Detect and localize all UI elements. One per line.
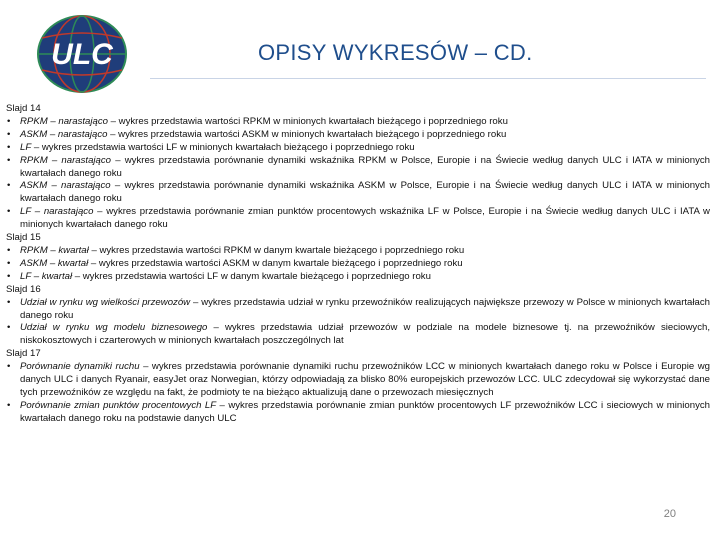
slide-heading: Slajd 15 xyxy=(6,232,41,244)
chart-description: – wykres przedstawia wartości LF w minionych kwartałach bieżącego i poprzedniego roku xyxy=(31,141,415,153)
chart-term: Porównanie zmian punktów procentowych LF xyxy=(20,399,217,411)
chart-description: – wykres przedstawia wartości LF w danym kwartale bieżącego i poprzedniego roku xyxy=(72,270,431,282)
chart-term: ASKM – narastająco xyxy=(20,128,108,140)
chart-term: ASKM – narastająco xyxy=(20,180,111,192)
bullet-icon: • xyxy=(7,361,11,373)
bullet-icon: • xyxy=(7,244,11,256)
slide-descriptions xyxy=(6,103,710,426)
description-item xyxy=(6,129,710,142)
description-item xyxy=(6,258,710,271)
chart-term: Porównanie dynamiki ruchu xyxy=(20,361,140,373)
description-item xyxy=(6,116,710,129)
title-divider xyxy=(150,78,706,79)
bullet-icon: • xyxy=(7,128,11,140)
chart-term: RPKM – kwartał xyxy=(20,244,89,256)
chart-description: – wykres przedstawia wartości RPKM w minionych kwartałach bieżącego i poprzedniego roku xyxy=(107,115,508,127)
chart-description: – wykres przedstawia porównanie zmian punktów procentowych wskaźnika LF w Polsce, Europie i na Świecie według danych ULC i IATA w minionych kwartałach danego roku xyxy=(20,206,710,231)
chart-description: – wykres przedstawia porównanie dynamiki ruchu przewoźników LCC w minionych kwartałach danego roku w Polsce i Europie wg danych ULC i danych Ryanair, easyJet oraz Norwegian, którzy odpowiadają za blisko 80% europejskich przewozów LCC. ULC zdecydował się wykorzystać dane tych przewoźników ze względu na fakt, że podmioty te na bieżąco aktualizują dane o przewozach miesięcznych xyxy=(20,361,710,398)
chart-term: Udział w rynku wg wielkości przewozów xyxy=(20,296,191,308)
description-item xyxy=(6,297,710,323)
page-title: OPISY WYKRESÓW – CD. xyxy=(258,40,533,65)
chart-description: – wykres przedstawia porównanie dynamiki wskaźnika RPKM w Polsce, Europie i na Świecie według danych ULC i IATA w minionych kwartałach danego roku xyxy=(20,154,710,179)
bullet-icon: • xyxy=(7,180,11,192)
description-item xyxy=(6,245,710,258)
chart-description: – wykres przedstawia udział przewozów w podziale na modele biznesowe tj. na przewoźników sieciowych, niskokosztowych i czarterowych w minionych kwartałach poszczególnych lat xyxy=(20,322,711,347)
description-item xyxy=(6,361,710,400)
chart-description: – wykres przedstawia wartości ASKM w minionych kwartałach bieżącego i poprzedniego roku xyxy=(107,128,507,140)
bullet-icon: • xyxy=(7,322,11,334)
chart-term: LF – kwartał xyxy=(20,270,73,282)
slide-heading: Slajd 17 xyxy=(6,348,41,360)
description-item xyxy=(6,206,710,232)
bullet-icon: • xyxy=(7,115,11,127)
slide-heading: Slajd 16 xyxy=(6,283,41,295)
chart-term: RPKM – narastająco xyxy=(20,154,112,166)
description-item xyxy=(6,142,710,155)
description-item xyxy=(6,155,710,181)
ulc-logo xyxy=(36,14,128,94)
slide-heading: Slajd 14 xyxy=(6,103,41,114)
chart-term: ASKM – kwartał xyxy=(20,257,89,269)
description-item xyxy=(6,400,710,426)
logo-text: ULC xyxy=(51,38,113,71)
bullet-icon: • xyxy=(7,257,11,269)
chart-description: – wykres przedstawia udział w rynku przewoźników realizujących największe przewozy w Polsce w minionych kwartałach danego roku xyxy=(20,296,710,321)
description-item xyxy=(6,271,710,284)
page-number: 20 xyxy=(663,508,676,520)
chart-description: – wykres przedstawia porównanie zmian punktów procentowych LF przewoźników LCC i sieciowych w minionych kwartałach danego roku na podstawie danych ULC xyxy=(20,399,710,424)
chart-term: RPKM – narastająco xyxy=(20,115,108,127)
bullet-icon: • xyxy=(7,141,11,153)
bullet-icon: • xyxy=(7,154,11,166)
chart-description: – wykres przedstawia wartości ASKM w danym kwartale bieżącego i poprzedniego roku xyxy=(88,257,463,269)
chart-term: LF – narastająco xyxy=(20,206,94,218)
bullet-icon: • xyxy=(7,270,11,282)
chart-description: – wykres przedstawia wartości RPKM w danym kwartale bieżącego i poprzedniego roku xyxy=(88,244,465,256)
description-item xyxy=(6,322,710,348)
bullet-icon: • xyxy=(7,399,11,411)
chart-description: – wykres przedstawia porównanie dynamiki wskaźnika ASKM w Polsce, Europie i na Świecie według danych ULC i IATA w minionych kwartałach danego roku xyxy=(20,180,710,205)
chart-term: Udział w rynku wg modelu biznesowego xyxy=(20,322,208,334)
description-item xyxy=(6,180,710,206)
bullet-icon: • xyxy=(7,206,11,218)
bullet-icon: • xyxy=(7,296,11,308)
chart-term: LF xyxy=(20,141,32,153)
ulc-globe-logo-icon xyxy=(36,14,128,94)
